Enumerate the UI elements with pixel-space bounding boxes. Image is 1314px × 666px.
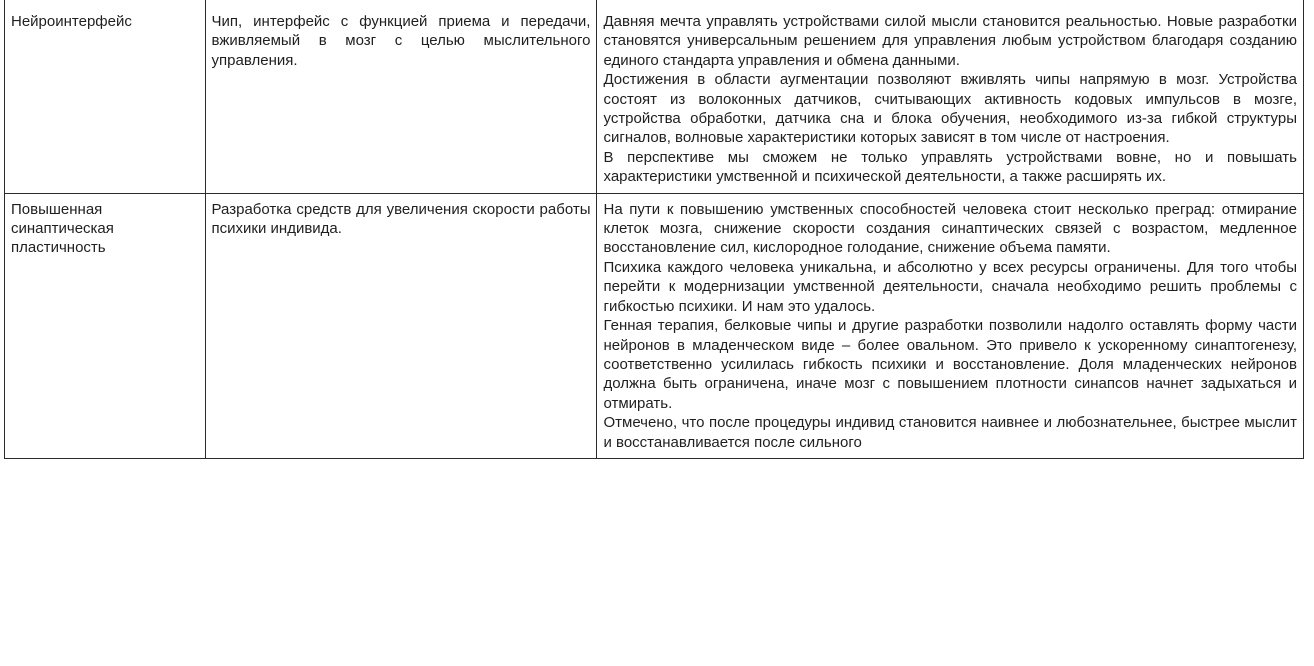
definition-cell bbox=[205, 193, 597, 458]
definition-cell bbox=[205, 0, 597, 193]
description-cell bbox=[597, 0, 1304, 193]
description-paragraph: Отмечено, что после процедуры индивид становится наивнее и любознательнее, быстрее мыслит и восстанавливается после сильного bbox=[603, 414, 1297, 451]
document-table bbox=[4, 0, 1304, 459]
description-paragraph: В перспективе мы сможем не только управлять устройствами вовне, но и повышать характеристики умственной и психической деятельности, а также расширять их. bbox=[603, 148, 1297, 186]
description-paragraph: Психика каждого человека уникальна, и абсолютно у всех ресурсы ограничены. Для того чтобы перейти к модернизации умственной деятельности, сначала необходимо решить проблемы с гибкостью психики. И нам это удалось. bbox=[603, 258, 1297, 315]
definition-text: Разработка средств для увеличения скорости работы психики индивида. bbox=[211, 200, 591, 238]
description-paragraph: Генная терапия, белковые чипы и другие разработки позволили надолго оставлять форму части нейронов в младенческом виде – более овальном. Это привело к ускоренному синаптогенезу, соответственно усилилась гибкость психики и восстановление. Доля младенческих нейронов должна быть ограничена, иначе мозг с повышением плотности синапсов начнет задыхаться и отмирать. bbox=[603, 317, 1297, 412]
term-cell bbox=[5, 193, 206, 458]
table-row bbox=[5, 0, 1304, 193]
description-cell bbox=[597, 193, 1304, 458]
term-cell bbox=[5, 0, 206, 193]
definition-text: Чип, интерфейс с функцией приема и передачи, вживляемый в мозг с целью мыслительного управления. bbox=[211, 13, 591, 69]
description-paragraph: Достижения в области аугментации позволяют вживлять чипы напрямую в мозг. Устройства состоят из волоконных датчиков, считывающих активность кодовых импульсов в мозге, устройства обработки, датчика сна и блока обучения, необходимого из-за гибкой структуры сигналов, волновые характеристики которых зависят в том числе от настроения. bbox=[603, 71, 1297, 147]
description-paragraph: На пути к повышению умственных способностей человека стоит несколько преград: отмирание клеток мозга, снижение скорости создания синаптических связей с возрастом, медленное восстановление сил, кислородное голодание, снижение объема памяти. bbox=[603, 200, 1297, 257]
description-paragraph: Давняя мечта управлять устройствами силой мысли становится реальностью. Новые разработки становятся универсальным решением для управления любым устройством благодаря созданию единого стандарта управления и обмена данными. bbox=[603, 13, 1297, 69]
term-text: Нейроинтерфейс bbox=[11, 13, 132, 30]
term-text: Повышенная синаптическая пластичность bbox=[11, 200, 114, 257]
table-row bbox=[5, 193, 1304, 458]
